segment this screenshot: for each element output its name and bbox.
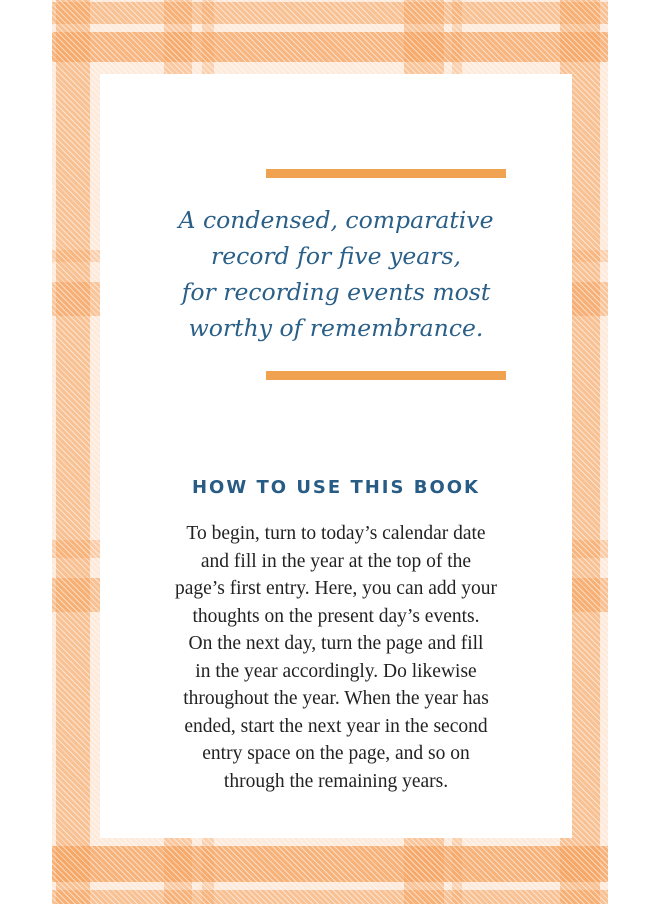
instructions-line: and fill in the year at the top of the: [200, 550, 472, 572]
instructions-line: in the year accordingly. Do likewise: [195, 660, 477, 682]
instructions-line: entry space on the page, and so on: [202, 743, 470, 764]
instructions-line: page’s first entry. Here, you can add your: [175, 578, 497, 599]
tagline-line: worthy of remembrance.: [188, 314, 484, 342]
instructions-line: through the remaining years.: [223, 770, 449, 792]
instructions-line: On the next day, turn the page and fill: [188, 633, 484, 654]
top-orange-rule: [266, 169, 506, 178]
tagline: [100, 202, 572, 346]
instructions-line: To begin, turn to today’s calendar date: [186, 523, 486, 544]
section-heading: HOW TO USE THIS BOOK: [191, 477, 481, 498]
tagline-line: A condensed, comparative: [178, 206, 494, 234]
instructions-line: ended, start the next year in the second: [184, 715, 488, 737]
plaid-page-background: [52, 0, 608, 904]
bottom-orange-rule: [266, 371, 506, 380]
instructions-paragraph: [100, 520, 572, 795]
tagline-line: record for five years,: [210, 242, 462, 270]
content-card: [100, 74, 572, 838]
tagline-line: for recording events most: [181, 278, 491, 306]
instructions-line: throughout the year. When the year has: [183, 688, 489, 709]
instructions-line: thoughts on the present day’s events.: [192, 605, 480, 627]
